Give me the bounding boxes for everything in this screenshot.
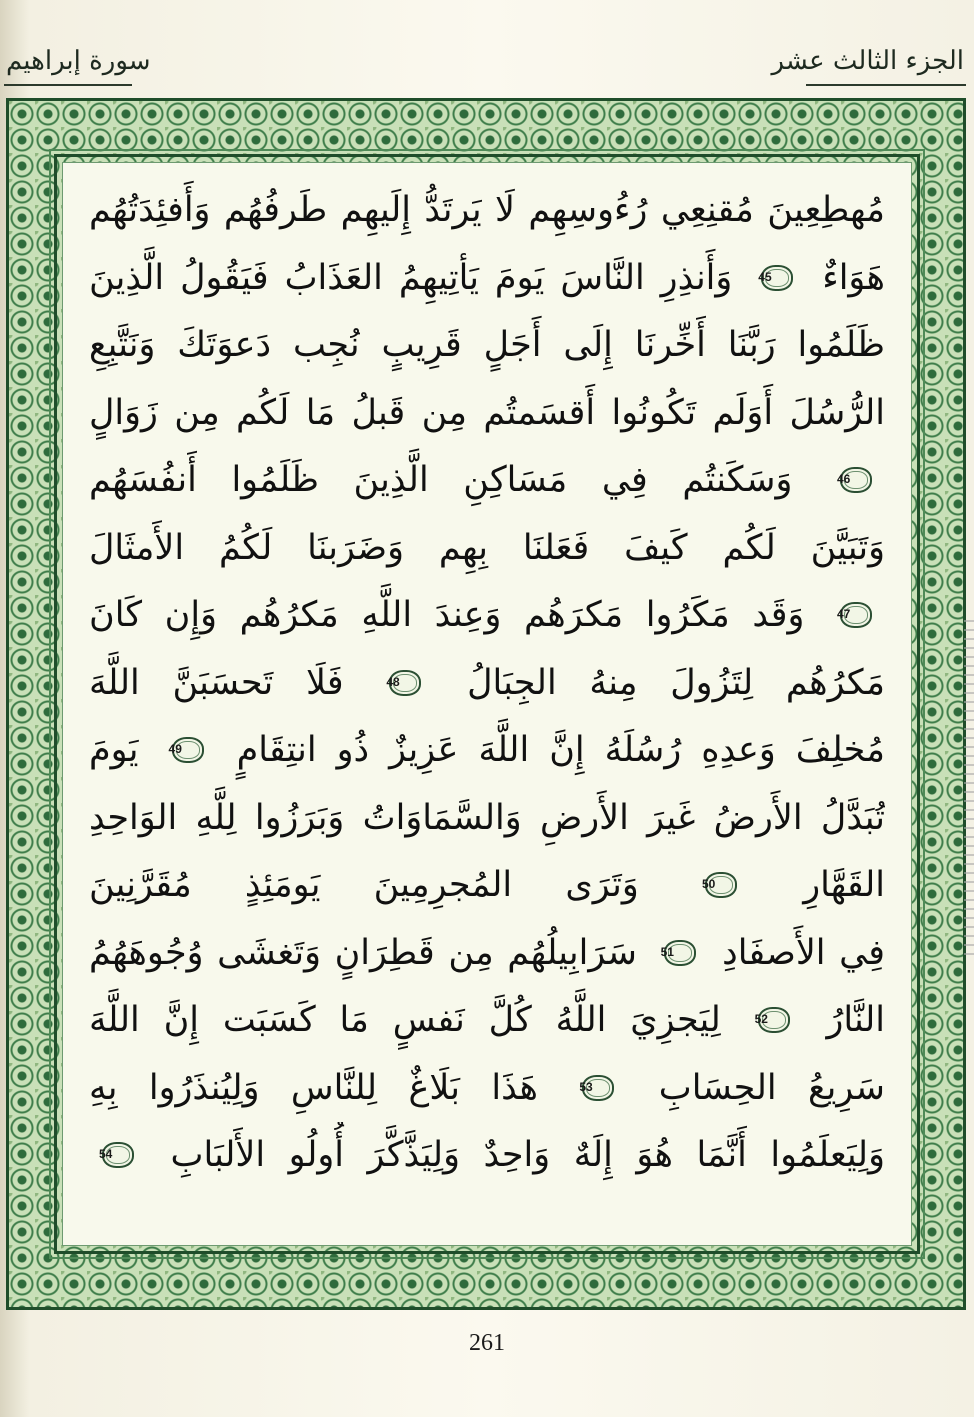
ayah-number-marker [702,871,740,901]
verse-line [89,650,885,718]
ayah-number: 47 [836,607,851,621]
verse-text: لِيَجزِيَ اللَّهُ كُلَّ نَفسٍ مَا كَسَبَت إِنَّ اللَّهَ [89,1000,721,1040]
ayah-number-marker [579,1074,617,1104]
ayah-number: 49 [168,742,182,756]
verse-line [89,447,885,515]
ayah-number-marker [837,466,875,496]
verse-line [89,852,885,920]
verse-text: مَكرُهُم لِتَزُولَ مِنهُ الجِبَالُ [467,662,885,703]
ayah-number-marker [386,669,424,699]
verse-text: هَذَا بَلَاغٌ لِلنَّاسِ وَلِيُنذَرُوا بِهِ [89,1067,538,1108]
ayah-number: 50 [701,877,716,891]
verse-text: هَوَاءٌ [822,257,885,298]
verse-text: مُخلِفَ وَعدِهِ رُسُلَهُ إِنَّ اللَّهَ عَزِيزٌ ذُو انتِقَامٍ [236,730,885,770]
verse-line [89,582,885,650]
verse-text: الرُّسُلَ أَوَلَم تَكُونُوا أَقسَمتُم مِن قَبلُ مَا لَكُم مِن زَوَالٍ [89,392,885,433]
verse-line [89,717,885,785]
verse-text: فَلَا تَحسَبَنَّ اللَّهَ [89,662,344,703]
verse-line [89,245,885,313]
verse-text: فِي الأَصفَادِ [722,932,885,973]
verse-line [89,1122,885,1190]
ayah-number-marker [837,601,875,631]
verse-text: القَهَّارِ [803,865,885,905]
page-number: 261 [469,1330,505,1356]
text-panel [62,162,912,1246]
ayah-number: 46 [836,472,851,486]
verse-line [89,312,885,380]
page-edge-marks [964,620,974,960]
ayah-number-marker [661,939,699,969]
verse-line [89,177,885,245]
verse-text: تُبَدَّلُ الأَرضُ غَيرَ الأَرضِ وَالسَّمَاوَاتُ وَبَرَزُوا لِلَّهِ الوَاحِدِ [89,797,885,838]
verse-line [89,1055,885,1123]
ayah-number: 48 [386,674,400,689]
verse-text: النَّارُ [826,1000,885,1040]
verse-text: وَلِيَعلَمُوا أَنَّمَا هُوَ إِلَهٌ وَاحِدٌ وَلِيَذَّكَّرَ أُولُو الأَلبَابِ [170,1135,885,1175]
ayah-number-marker [755,1006,793,1036]
page-header [0,44,974,92]
ayah-number: 52 [754,1012,768,1026]
juz-label: الجزء الثالث عشر [771,46,964,76]
verse-text: وَسَكَنتُم فِي مَسَاكِنِ الَّذِينَ ظَلَمُوا أَنفُسَهُم [89,460,793,500]
verse-line [89,785,885,853]
verse-lines [63,163,911,1190]
ayah-number: 51 [660,944,674,959]
verse-line [89,380,885,448]
verse-text: سَرِيعُ الحِسَابِ [658,1067,885,1108]
verse-text: سَرَابِيلُهُم مِن قَطِرَانٍ وَتَغشَى وُجُوهَهُمُ [89,932,637,973]
verse-line [89,920,885,988]
ayah-number-marker [169,736,207,766]
ayah-number: 45 [758,269,772,284]
header-rule-left [4,84,132,86]
verse-text: وَتَرَى المُجرِمِينَ يَومَئِذٍ مُقَرَّنِينَ [89,865,639,905]
verse-text: مُهطِعِينَ مُقنِعِي رُءُوسِهِم لَا يَرتَدُّ إِلَيهِم طَرفُهُم وَأَفئِدَتُهُم [89,190,885,230]
ayah-number-marker [99,1141,137,1171]
surah-name: سورة إبراهيم [6,46,151,76]
ayah-number: 54 [99,1147,113,1161]
verse-text: وَتَبَيَّنَ لَكُم كَيفَ فَعَلنَا بِهِم وَضَرَبنَا لَكُمُ الأَمثَالَ [89,527,885,568]
ayah-number-marker [758,264,796,294]
verse-text: يَومَ [89,730,139,770]
verse-line [89,515,885,583]
verse-text: ظَلَمُوا رَبَّنَا أَخِّرنَا إِلَى أَجَلٍ قَرِيبٍ نُجِب دَعوَتَكَ وَنَتَّبِعِ [89,325,885,365]
verse-text: وَقَد مَكَرُوا مَكرَهُم وَعِندَ اللَّهِ مَكرُهُم وَإِن كَانَ [89,595,805,635]
ayah-number: 53 [579,1079,593,1094]
header-rule-right [806,84,966,86]
verse-line [89,987,885,1055]
verse-text: وَأَنذِرِ النَّاسَ يَومَ يَأتِيهِمُ العَذَابُ فَيَقُولُ الَّذِينَ [89,257,733,298]
